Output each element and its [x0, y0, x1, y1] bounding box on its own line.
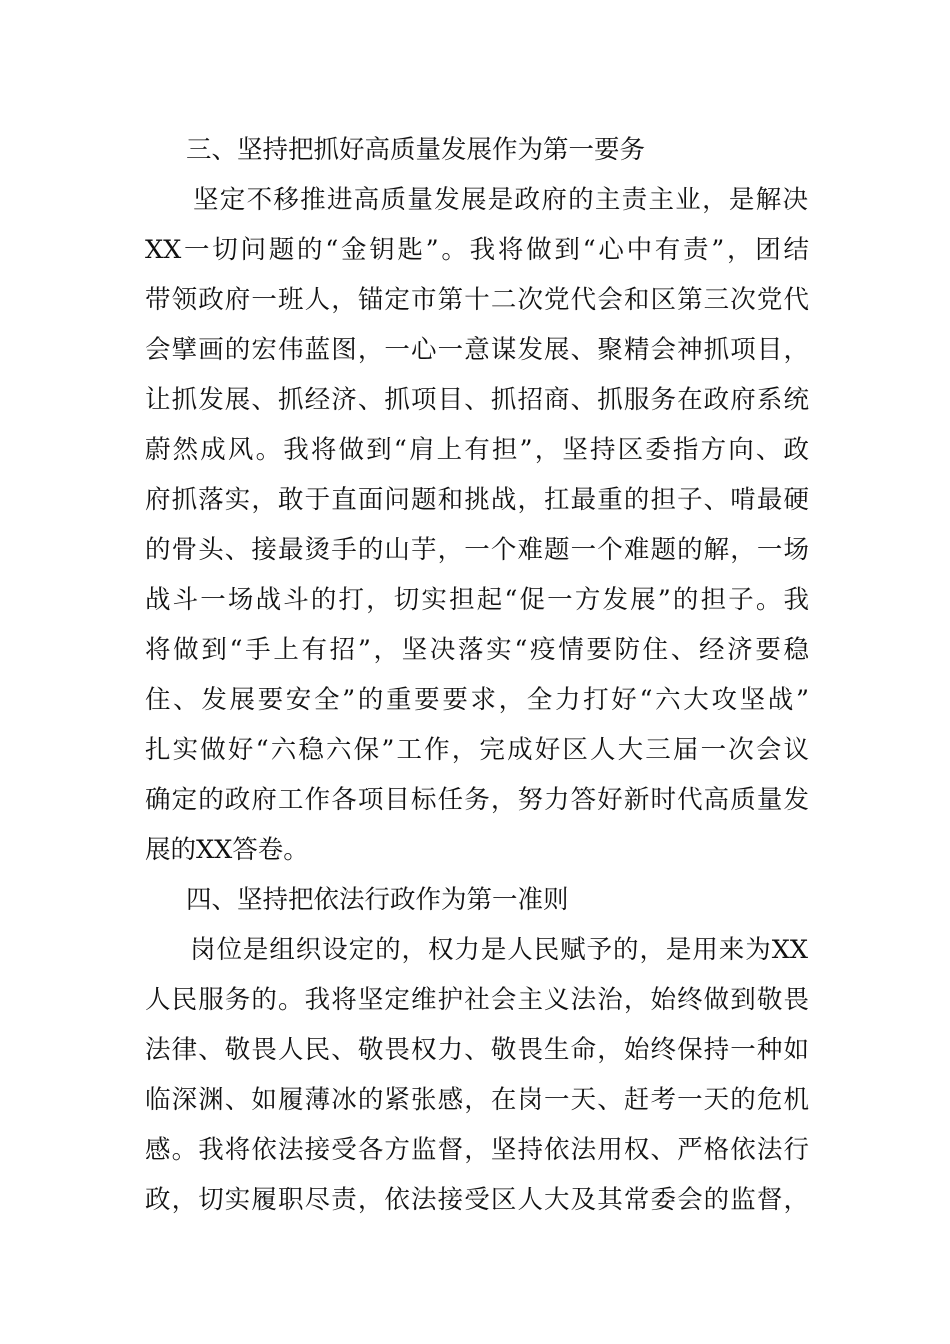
paragraph-line: 将做到“手上有招”，坚决落实“疫情要防住、经济要稳: [145, 635, 809, 665]
paragraph-line: 府抓落实，敢于直面问题和挑战，扛最重的担子、啃最硬: [145, 485, 809, 515]
paragraph-line: 感。我将依法接受各方监督，坚持依法用权、严格依法行: [145, 1135, 809, 1165]
paragraph-line: 的骨头、接最烫手的山芋，一个难题一个难题的解，一场: [145, 535, 809, 565]
paragraph-line: 坚定不移推进高质量发展是政府的主责主业，是解决: [193, 185, 808, 215]
paragraph-line: 住、发展要安全”的重要要求，全力打好“六大攻坚战”: [145, 685, 809, 715]
paragraph-line: 蔚然成风。我将做到“肩上有担”，坚持区委指方向、政: [145, 435, 809, 465]
paragraph-line: 政，切实履职尽责，依法接受区人大及其常委会的监督，: [145, 1185, 809, 1215]
section-heading-3: 三、坚持把抓好高质量发展作为第一要务: [186, 135, 646, 165]
paragraph-line: 人民服务的。我将坚定维护社会主义法治，始终做到敬畏: [145, 985, 809, 1015]
paragraph-line: 临深渊、如履薄冰的紧张感，在岗一天、赶考一天的危机: [145, 1085, 809, 1115]
paragraph-line: XX一切问题的“金钥匙”。我将做到“心中有责”，团结: [145, 235, 809, 265]
section-heading-4: 四、坚持把依法行政作为第一准则: [186, 885, 569, 915]
paragraph-line: 扎实做好“六稳六保”工作，完成好区人大三届一次会议: [145, 735, 809, 765]
paragraph-line: 展的XX答卷。: [145, 835, 309, 865]
paragraph-line: 法律、敬畏人民、敬畏权力、敬畏生命，始终保持一种如: [145, 1035, 809, 1065]
paragraph-line: 岗位是组织设定的，权力是人民赋予的，是用来为XX: [190, 935, 808, 965]
paragraph-line: 确定的政府工作各项目标任务，努力答好新时代高质量发: [145, 785, 809, 815]
paragraph-line: 带领政府一班人，锚定市第十二次党代会和区第三次党代: [145, 285, 809, 315]
paragraph-line: 让抓发展、抓经济、抓项目、抓招商、抓服务在政府系统: [145, 385, 809, 415]
paragraph-line: 会擘画的宏伟蓝图，一心一意谋发展、聚精会神抓项目，: [145, 335, 809, 365]
paragraph-line: 战斗一场战斗的打，切实担起“促一方发展”的担子。我: [145, 585, 809, 615]
